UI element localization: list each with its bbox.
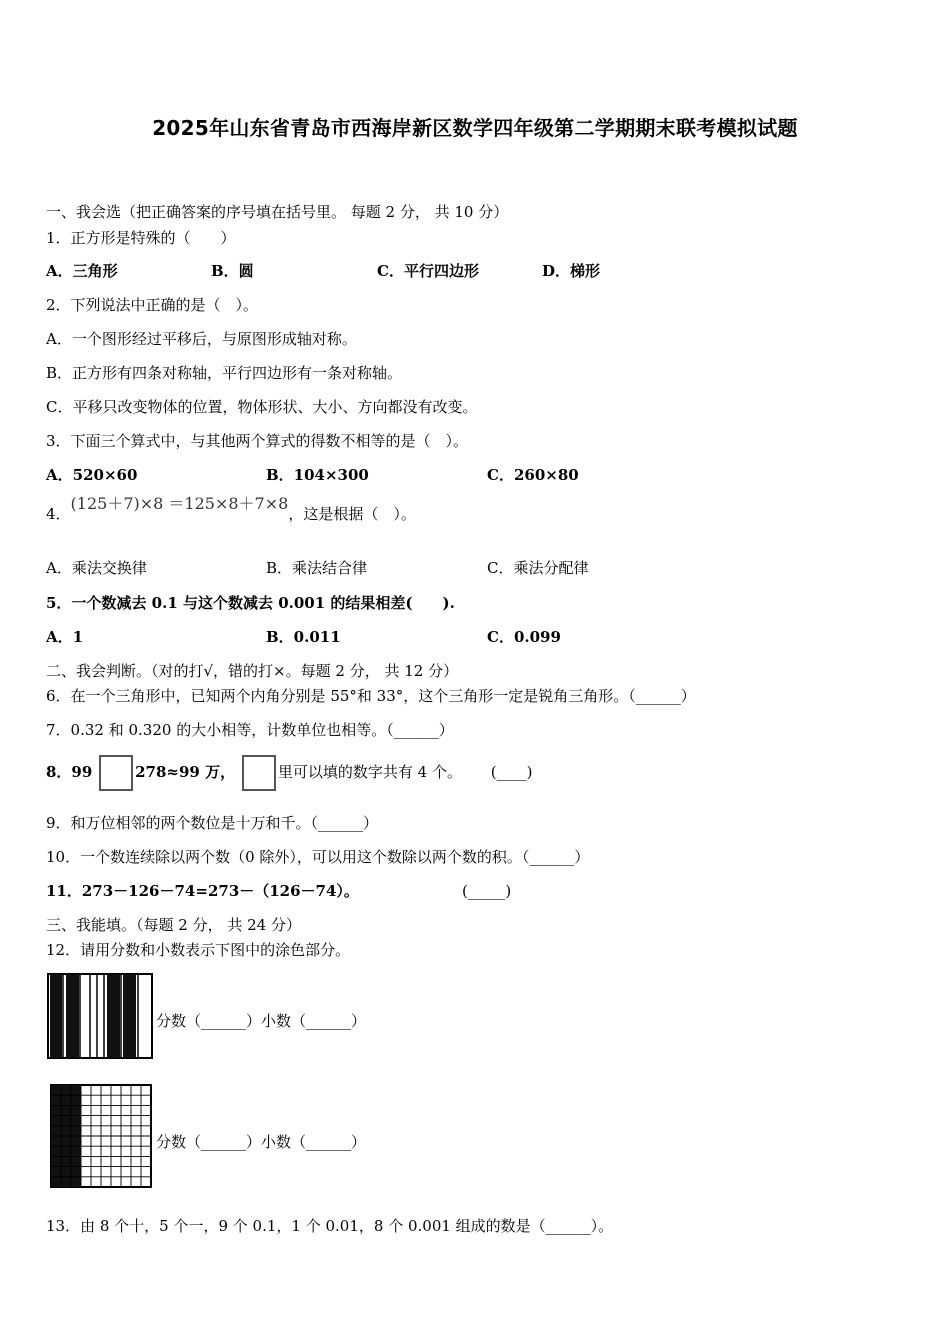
question-13: 13．由 8 个十，5 个一，9 个 0.1，1 个 0.01，8 个 0.001 组成的数是（______）。: [46, 1217, 614, 1235]
q4-option-b: B．乘法结合律: [266, 559, 368, 577]
question-5: 5．一个数减去 0.1 与这个数减去 0.001 的结果相差( ).: [46, 594, 455, 612]
question-9: 9．和万位相邻的两个数位是十万和千。（______）: [46, 814, 379, 832]
question-1: 1．正方形是特殊的（ ）: [46, 229, 236, 247]
q2-option-a: A．一个图形经过平移后，与原图形成轴对称。: [46, 330, 357, 348]
q5-option-c: C．0.099: [487, 628, 561, 646]
q8-part-1: 8．99: [46, 763, 93, 781]
q11-answer-blank: (_____): [462, 882, 512, 900]
q8-part-2: 278≈99 万，: [135, 763, 236, 781]
question-7: 7．0.32 和 0.320 的大小相等，计数单位也相等。（______）: [46, 721, 454, 739]
q8-part-3: 里可以填的数字共有 4 个。: [277, 763, 462, 781]
q5-option-b: B．0.011: [266, 628, 341, 646]
q1-option-c: C．平行四边形: [377, 262, 479, 280]
q12-row-2-answers: 分数（______）小数（______）: [156, 1133, 367, 1151]
q8-answer-blank: (____): [490, 763, 533, 781]
q1-option-d: D．梯形: [542, 262, 601, 280]
q3-option-b: B．104×300: [266, 466, 369, 484]
section-3-heading: 三、我能填。（每题 2 分， 共 24 分）: [46, 916, 301, 934]
question-6: 6．在一个三角形中，已知两个内角分别是 55°和 33°，这个三角形一定是锐角三角形。（______）: [46, 687, 696, 705]
q2-option-b: B．正方形有四条对称轴，平行四边形有一条对称轴。: [46, 364, 403, 382]
q1-option-b: B．圆: [211, 262, 254, 280]
q2-option-c: C．平移只改变物体的位置，物体形状、大小、方向都没有改变。: [46, 398, 478, 416]
q4-tail: ，这是根据（ ）。: [288, 505, 416, 523]
q4-number: 4．: [46, 505, 71, 523]
page-title: 2025年山东省青岛市西海岸新区数学四年级第二学期期末联考模拟试题: [152, 116, 798, 140]
q12-striped-bar-figure: [46, 972, 154, 1060]
q5-option-a: A．1: [46, 628, 84, 646]
q3-option-a: A．520×60: [46, 466, 138, 484]
q1-option-a: A．三角形: [46, 262, 118, 280]
q12-hundred-grid-figure: [50, 1084, 152, 1188]
question-3: 3．下面三个算式中，与其他两个算式的得数不相等的是（ ）。: [46, 432, 469, 450]
q4-formula: (125＋7)×8 ＝125×8＋7×8: [70, 494, 289, 513]
question-2: 2．下列说法中正确的是（ ）。: [46, 296, 259, 314]
q4-option-c: C．乘法分配律: [487, 559, 589, 577]
section-2-heading: 二、我会判断。（对的打√，错的打×。每题 2 分， 共 12 分）: [46, 662, 459, 680]
question-11: 11．273－126－74=273－（126－74）。: [46, 882, 359, 900]
question-12: 12．请用分数和小数表示下图中的涂色部分。: [46, 941, 351, 959]
q8-blank-box-1: [99, 755, 133, 791]
section-1-heading: 一、我会选（把正确答案的序号填在括号里。 每题 2 分， 共 10 分）: [46, 203, 509, 221]
q4-option-a: A．乘法交换律: [46, 559, 147, 577]
q12-row-1-answers: 分数（______）小数（______）: [156, 1012, 367, 1030]
question-8: [46, 754, 532, 791]
q3-option-c: C．260×80: [487, 466, 579, 484]
question-10: 10．一个数连续除以两个数（0 除外），可以用这个数除以两个数的积。（______）: [46, 848, 590, 866]
question-4: [46, 494, 416, 524]
q8-blank-box-2: [242, 755, 276, 791]
